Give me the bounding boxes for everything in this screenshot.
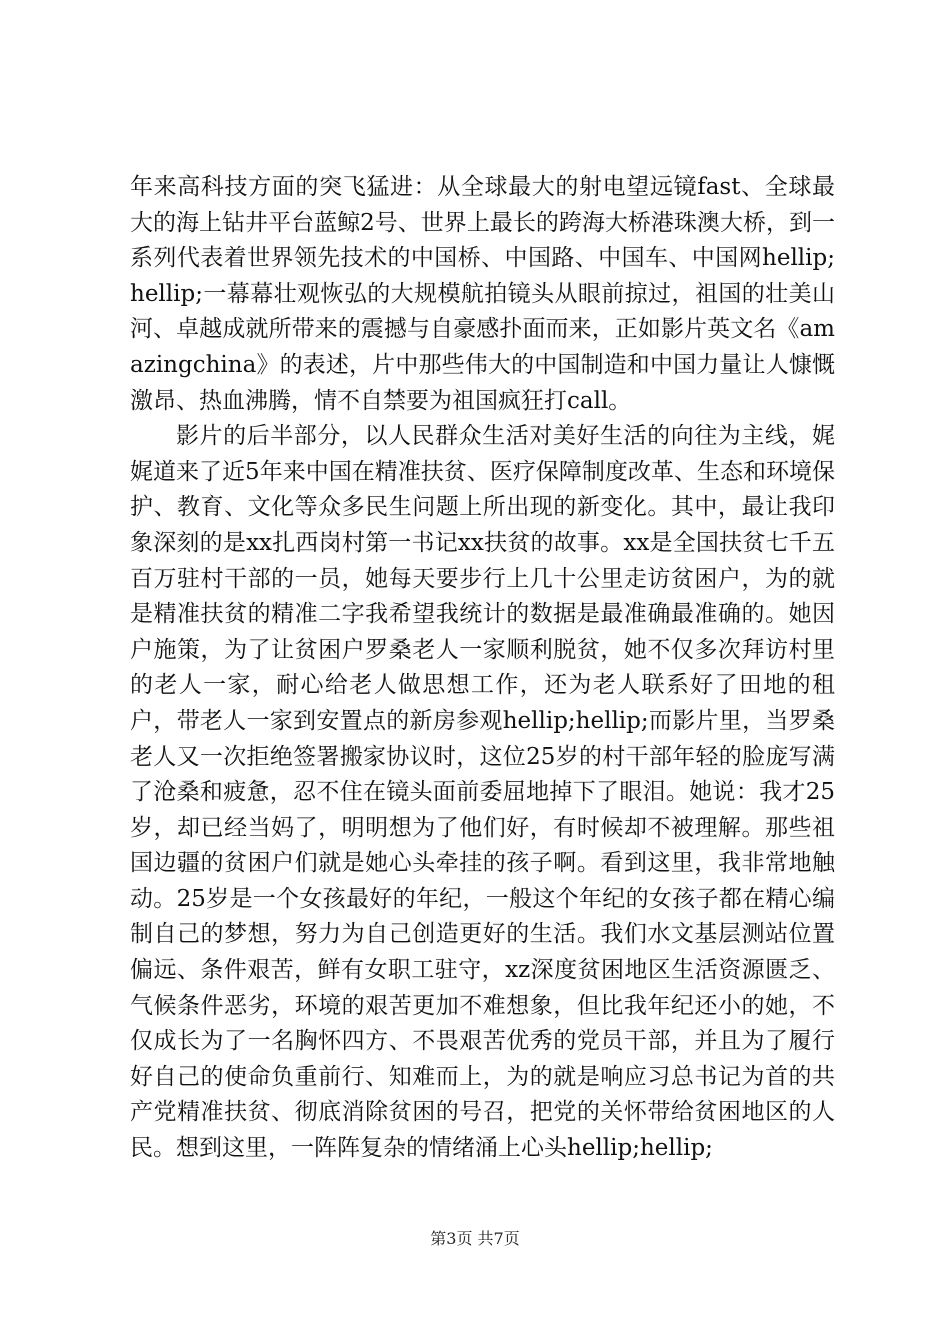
paragraph-1: 年来高科技方面的突飞猛进：从全球最大的射电望远镜fast、全球最大的海上钻井平台蓝鲸2号、世界上最长的跨海大桥港珠澳大桥，到一系列代表着世界领先技术的中国桥、中国路、中国车、中国网hellip;hellip;一幕幕壮观恢弘的大规模航拍镜头从眼前掠过，祖国的壮美山河、卓越成就所带来的震撼与自豪感扑面而来，正如影片英文名《amazingchina》的表述，片中那些伟大的中国制造和中国力量让人慷慨激昂、热血沸腾，情不自禁要为祖国疯狂打call。 bbox=[130, 174, 835, 414]
page-number: 第3页 共7页 bbox=[430, 1229, 520, 1248]
document-body bbox=[130, 170, 835, 1167]
paragraph-2: 影片的后半部分，以人民群众生活对美好生活的向往为主线，娓娓道来了近5年来中国在精准扶贫、医疗保障制度改革、生态和环境保护、教育、文化等众多民生问题上所出现的新变化。其中，最让我印象深刻的是xx扎西岗村第一书记xx扶贫的故事。xx是全国扶贫七千五百万驻村干部的一员，她每天要步行上几十公里走访贫困户，为的就是精准扶贫的精准二字我希望我统计的数据是最准确最准确的。她因户施策，为了让贫困户罗桑老人一家顺利脱贫，她不仅多次拜访村里的老人一家，耐心给老人做思想工作，还为老人联系好了田地的租户，带老人一家到安置点的新房参观hellip;hellip;而影片里，当罗桑老人又一次拒绝签署搬家协议时，这位25岁的村干部年轻的脸庞写满了沧桑和疲惫，忍不住在镜头面前委屈地掉下了眼泪。她说：我才25岁，却已经当妈了，明明想为了他们好，有时候却不被理解。那些祖国边疆的贫困户们就是她心头牵挂的孩子啊。看到这里，我非常地触动。25岁是一个女孩最好的年纪，一般这个年纪的女孩子都在精心编制自己的梦想，努力为自己创造更好的生活。我们水文基层测站位置偏远、条件艰苦，鲜有女职工驻守，xz深度贫困地区生活资源匮乏、气候条件恶劣，环境的艰苦更加不难想象，但比我年纪还小的她，不仅成长为了一名胸怀四方、不畏艰苦优秀的党员干部，并且为了履行好自己的使命负重前行、知难而上，为的就是响应习总书记为首的共产党精准扶贫、彻底消除贫困的号召，把党的关怀带给贫困地区的人民。想到这里，一阵阵复杂的情绪涌上心头hellip;hellip; bbox=[130, 423, 835, 1162]
